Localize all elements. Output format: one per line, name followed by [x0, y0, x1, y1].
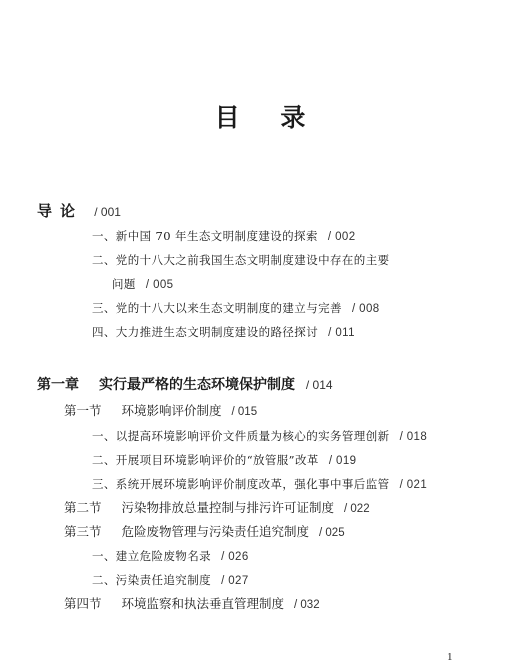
toc-item: [92, 548, 249, 565]
toc-intro-label: 导论: [37, 202, 84, 220]
toc-section: [64, 524, 345, 541]
toc-page-ref: / 021: [399, 479, 428, 491]
toc-page-ref: / 014: [305, 378, 333, 392]
toc-chapter-label: 第一章: [37, 377, 79, 393]
toc-page-ref: / 022: [344, 503, 370, 515]
toc-item-text: 问题: [112, 277, 136, 291]
toc-page-ref: / 011: [328, 327, 355, 339]
toc-section: [64, 500, 370, 517]
toc-item: [92, 300, 380, 317]
page-number: 1: [447, 651, 453, 663]
toc-page-ref: / 027: [221, 575, 249, 587]
toc-page-ref: / 019: [328, 455, 357, 467]
toc-item-text: 四、大力推进生态文明制度建设的路径探讨: [92, 325, 319, 339]
toc-intro: [37, 203, 121, 220]
toc-page-ref: / 032: [294, 599, 320, 611]
toc-section-title: 危险废物管理与污染责任追究制度: [121, 524, 310, 539]
toc-item: [92, 572, 249, 589]
toc-item-text: 三、系统开展环境影响评价制度改革，强化事中事后监管: [92, 477, 390, 491]
toc-section: [64, 403, 257, 420]
toc-item: [92, 452, 356, 469]
toc-item: [92, 428, 427, 445]
toc-item-text: 一、建立危险废物名录: [92, 549, 211, 563]
toc-item-text: 二、党的十八大之前我国生态文明制度建设中存在的主要: [92, 253, 390, 267]
toc-page-ref: / 008: [351, 303, 380, 315]
toc-section-label: 第一节: [64, 403, 102, 418]
toc-section: [64, 596, 320, 613]
toc-section-title: 环境监察和执法垂直管理制度: [121, 596, 285, 611]
toc-item-text: 一、以提高环境影响评价文件质量为核心的实务管理创新: [92, 429, 390, 443]
toc-section-title: 环境影响评价制度: [121, 403, 222, 418]
toc-page-ref: / 001: [94, 205, 121, 219]
toc-section-title: 污染物排放总量控制与排污许可证制度: [121, 500, 335, 515]
toc-page-ref: / 025: [319, 527, 345, 539]
toc-section-label: 第四节: [64, 596, 102, 611]
toc-section-label: 第三节: [64, 524, 102, 539]
toc-page-ref: / 002: [327, 231, 356, 243]
toc-page-ref: / 015: [231, 406, 258, 418]
toc-page-ref: / 026: [221, 551, 249, 563]
toc-chapter: [37, 377, 333, 393]
toc-item-continuation: [112, 276, 173, 293]
toc-section-label: 第二节: [64, 500, 102, 515]
toc-item-text: 二、污染责任追究制度: [92, 573, 211, 587]
toc-item-text: 二、开展项目环境影响评价的“放管服”改革: [92, 453, 319, 467]
toc-page-ref: / 005: [145, 279, 174, 291]
page-title: 目 录: [214, 103, 322, 132]
toc-item-text: 三、党的十八大以来生态文明制度的建立与完善: [92, 301, 342, 315]
toc-item: [92, 252, 390, 268]
toc-item-text: 一、新中国 70 年生态文明制度建设的探索: [92, 229, 318, 243]
toc-item: [92, 324, 355, 341]
toc-chapter-title: 实行最严格的生态环境保护制度: [99, 377, 295, 393]
toc-item: [92, 228, 355, 245]
toc-item: [92, 476, 427, 493]
toc-page-ref: / 018: [399, 431, 428, 443]
